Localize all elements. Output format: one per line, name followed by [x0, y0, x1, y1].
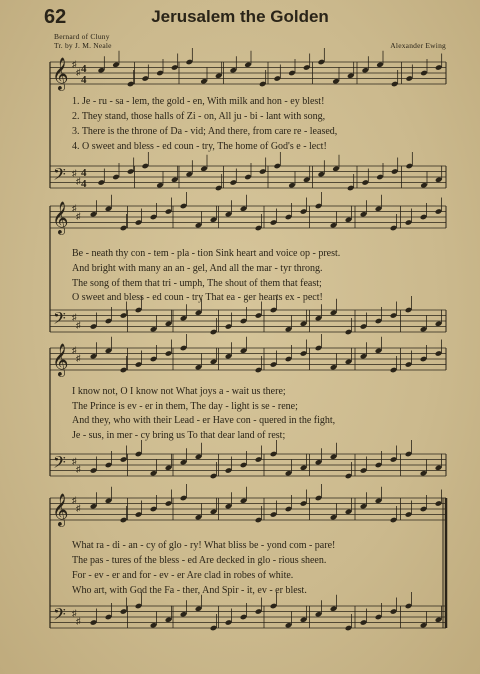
lyric-line: I know not, O I know not What joys a - wait us there;: [72, 386, 286, 397]
sharp-icon: ♯: [76, 320, 81, 330]
sharp-icon: ♯: [76, 176, 81, 186]
sharp-icon: ♯: [76, 353, 81, 363]
treble-clef-icon: 𝄞: [52, 57, 69, 90]
bass-clef-icon: 𝄢: [53, 308, 66, 332]
sharp-icon: ♯: [72, 59, 77, 69]
sharp-icon: ♯: [76, 464, 81, 474]
lyric-line: 1. Je - ru - sa - lem, the gold - en, With milk and hon - ey blest!: [72, 96, 325, 107]
lyric-line: 3. There is the throne of Da - vid; And there, from care re - leased,: [72, 126, 338, 137]
sharp-icon: ♯: [76, 211, 81, 221]
hymn-number: 62: [44, 6, 67, 28]
bass-clef-icon: 𝄢: [53, 604, 66, 628]
time-signature-bottom: 4: [81, 178, 87, 190]
hymn-title: Jerusalem the Golden: [151, 7, 329, 26]
sharp-icon: ♯: [72, 203, 77, 213]
lyric-line: Be - neath thy con - tem - pla - tion Sink heart and voice op - prest.: [72, 248, 341, 259]
composer-credit: Alexander Ewing: [390, 41, 446, 50]
sharp-icon: ♯: [76, 503, 81, 513]
sharp-icon: ♯: [72, 608, 77, 618]
sharp-icon: ♯: [72, 168, 77, 178]
treble-clef-icon: 𝄞: [52, 493, 69, 526]
translator-credit: Tr. by J. M. Neale: [54, 41, 112, 50]
lyric-line: The song of them that tri - umph, The shout of them that feast;: [72, 278, 322, 289]
lyric-line: And bright with many an an - gel, And all the mar - tyr throng.: [72, 263, 323, 274]
lyric-line: For - ev - er and for - ev - er Are clad in robes of white.: [72, 570, 294, 581]
lyric-line: And they, who with their Lead - er Have con - quered in the fight,: [72, 415, 336, 426]
sharp-icon: ♯: [76, 616, 81, 626]
author-credit: Bernard of Cluny: [54, 32, 110, 41]
lyric-line: O sweet and bless - ed coun - try That ea - ger hearts ex - pect!: [72, 292, 323, 303]
bass-clef-icon: 𝄢: [53, 452, 66, 476]
lyric-line: The Prince is ev - er in them, The day - light is se - rene;: [72, 401, 298, 412]
lyric-line: Je - sus, in mer - cy bring us To that dear land of rest;: [72, 430, 286, 441]
lyric-line: 4. O sweet and bless - ed coun - try, The home of God's e - lect!: [72, 141, 327, 152]
time-signature-top: 4: [81, 167, 87, 179]
lyric-line: 2. They stand, those halls of Zi - on, All ju - bi - lant with song,: [72, 111, 326, 122]
lyric-line: The pas - tures of the bless - ed Are decked in glo - rious sheen.: [72, 555, 327, 566]
time-signature-bottom: 4: [81, 74, 87, 86]
sharp-icon: ♯: [72, 456, 77, 466]
sharp-icon: ♯: [72, 495, 77, 505]
treble-clef-icon: 𝄞: [52, 343, 69, 376]
bass-clef-icon: 𝄢: [53, 164, 66, 188]
sharp-icon: ♯: [72, 312, 77, 322]
treble-clef-icon: 𝄞: [52, 201, 69, 234]
sharp-icon: ♯: [76, 67, 81, 77]
lyric-line: What ra - di - an - cy of glo - ry! What bliss be - yond com - pare!: [72, 540, 336, 551]
sharp-icon: ♯: [72, 345, 77, 355]
lyric-line: Who art, with God the Fa - ther, And Spir - it, ev - er blest.: [72, 585, 307, 596]
time-signature-top: 4: [81, 63, 87, 75]
